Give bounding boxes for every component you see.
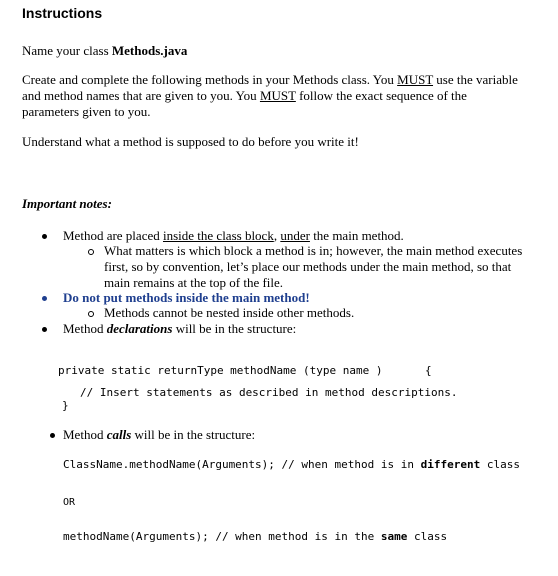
calls-bullet bbox=[63, 427, 255, 443]
code-call-line1 bbox=[63, 458, 520, 471]
para1-line1 bbox=[22, 72, 518, 88]
note-bullet-1 bbox=[63, 228, 404, 244]
sub-bullet-icon bbox=[88, 249, 94, 255]
class-name: Methods.java bbox=[111, 43, 188, 58]
para1-line2 bbox=[22, 88, 467, 104]
para1-line2-b: follow the exact sequence of the bbox=[295, 88, 467, 103]
note1-sub-line1: What matters is which block a method is in; however, the main method executes bbox=[104, 243, 523, 258]
code-close-brace: } bbox=[62, 399, 69, 412]
note3-text-b: will be in the structure: bbox=[172, 321, 297, 336]
calls-text-a: Method bbox=[63, 427, 107, 442]
page-heading: Instructions bbox=[22, 5, 103, 21]
para1-line2-a: and method names that are given to you. You bbox=[22, 88, 260, 103]
bullet-icon bbox=[50, 433, 55, 438]
calls-emphasis: calls bbox=[106, 427, 132, 442]
code-open-brace: { bbox=[425, 364, 432, 377]
class-name-line bbox=[22, 43, 187, 59]
note1-underline-2: under bbox=[280, 228, 310, 243]
note1-text-c: the main method. bbox=[309, 228, 404, 243]
call1-bold: different bbox=[420, 458, 481, 471]
note1-sub-line3: main remains at the top of the file. bbox=[104, 275, 284, 290]
note1-text-a: Method are placed bbox=[63, 228, 163, 243]
note2-sub: Methods cannot be nested inside other methods. bbox=[104, 305, 355, 320]
calls-text-b: will be in the structure: bbox=[131, 427, 256, 442]
must-emphasis-2: MUST bbox=[259, 88, 296, 103]
notes-title: Important notes: bbox=[22, 196, 112, 211]
note1-underline-1: inside the class block bbox=[162, 228, 274, 243]
note1-sub-line2: first, so by convention, let’s place our methods under the main method, so that bbox=[104, 259, 512, 274]
code-declaration-line1: private static returnType methodName (type name ) bbox=[58, 364, 383, 377]
call2-text-a: methodName(Arguments); // when method is in the bbox=[63, 530, 381, 543]
para1-line3: parameters given to you. bbox=[22, 104, 151, 119]
note3-emphasis: declarations bbox=[106, 321, 173, 336]
note1-text-b: , bbox=[273, 228, 281, 243]
call1-text-a: ClassName.methodName(Arguments); // when method is in bbox=[63, 458, 421, 471]
bullet-icon bbox=[42, 234, 47, 239]
or-label: OR bbox=[63, 497, 76, 508]
class-name-prefix: Name your class bbox=[22, 43, 112, 58]
note3-text-a: Method bbox=[63, 321, 107, 336]
bullet-icon bbox=[42, 327, 47, 332]
call2-bold: same bbox=[380, 530, 408, 543]
code-declaration-line2: // Insert statements as described in method descriptions. bbox=[80, 386, 458, 399]
must-emphasis-1: MUST bbox=[397, 72, 434, 87]
para1-text-a: Create and complete the following methods in your Methods class. You bbox=[22, 72, 398, 87]
code-call-line2 bbox=[63, 530, 447, 543]
bullet-icon bbox=[42, 296, 47, 301]
para2: Understand what a method is supposed to do before you write it! bbox=[22, 134, 359, 149]
note-bullet-3 bbox=[63, 321, 296, 337]
sub-bullet-icon bbox=[88, 311, 94, 317]
call1-text-b: class bbox=[480, 458, 520, 471]
para1-text-b: use the variable bbox=[433, 72, 518, 87]
call2-text-b: class bbox=[407, 530, 448, 543]
note-bullet-2: Do not put methods inside the main method! bbox=[63, 290, 310, 305]
